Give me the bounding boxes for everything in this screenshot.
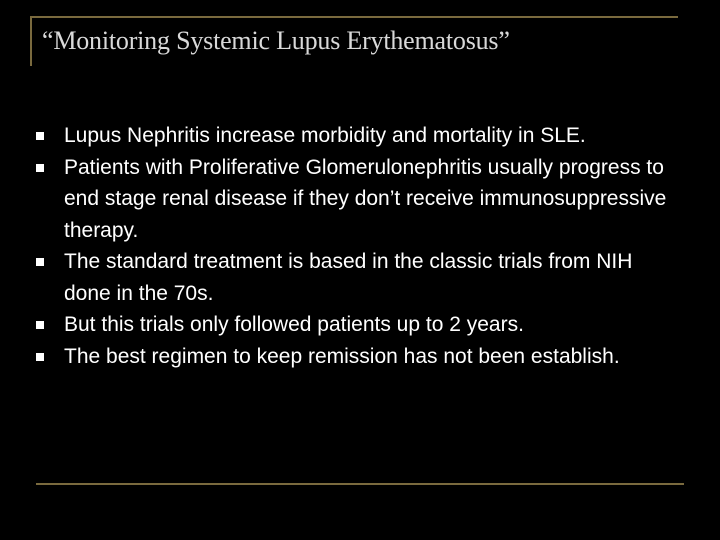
bullet-item [36,246,676,309]
bullet-text: Patients with Proliferative Glomerulonephritis usually progress to end stage renal disease if they don’t receive immunosuppressive therapy. [64,155,667,242]
bullet-list [36,120,676,372]
slide-title: “Monitoring Systemic Lupus Erythematosus” [42,26,510,55]
bullet-item [36,341,676,373]
bullet-item [36,309,676,341]
bullet-item [36,152,676,247]
bullet-text: But this trials only followed patients up to 2 years. [64,313,524,336]
square-bullet-icon [36,132,44,140]
bullet-item [36,120,676,152]
title-top-rule [30,16,678,18]
bullet-text: The best regimen to keep remission has not been establish. [64,344,620,368]
square-bullet-icon [36,353,44,361]
footer-rule [36,483,684,485]
square-bullet-icon [36,321,44,329]
title-left-rule [30,16,32,66]
bullet-text: The standard treatment is based in the classic trials from NIH done in the 70s. [64,250,633,305]
square-bullet-icon [36,164,44,172]
square-bullet-icon [36,258,44,266]
bullet-text: Lupus Nephritis increase morbidity and mortality in SLE. [64,124,586,147]
